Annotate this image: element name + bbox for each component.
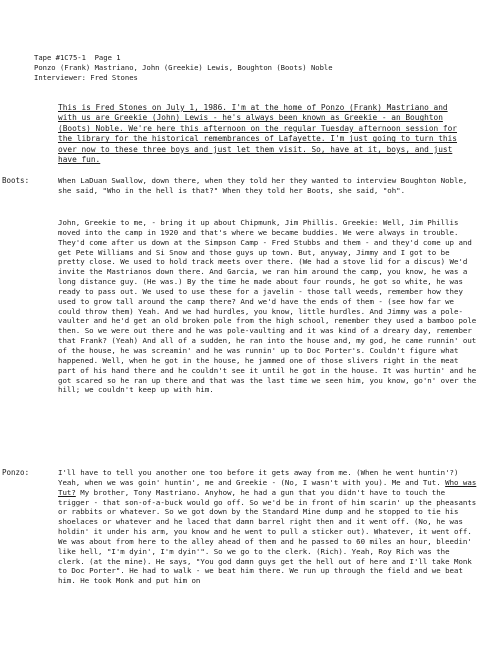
ponzo-text-rest: My brother, Tony Mastriano. Anyhow, he had a gun that you didn't have to touch the trigger - that son-of-a-buck would go off. So we'd be in front of him scarin' up the pheasants or rabbits or whatever. So we got down by the Standard Mine dump and he stopped to tie his shoelaces or whatever and he laced that damn barrel right then and it went off. (No, he was holdin' it under his arm, you know and he went to pull a sticker out). Whatever, it went off. We was about from here to the alley ahead of them and he passed to 60 miles an hour, bleedin' like hell, "I'm dyin', I'm dyin'". So we go to the clerk. (Rich). Yeah, Roy Rich was the clerk. (at the mine). He says, "You god damn guys get the hell out of here and I'll take Monk to Doc Porter". He had to walk - we beat him there. We run up through the field and we beat him. He took Monk and put him on <box>58 487 477 586</box>
boots-paragraph: When LaDuan Swallow, down there, when they told her they wanted to interview Boughton Noble, she said, "Who in the hell is that?" When they told her Boots, she said, "oh". <box>58 176 468 195</box>
participants-line: Ponzo (Frank) Mastriano, John (Greekie) Lewis, Boughton (Boots) Noble <box>34 63 333 72</box>
ponzo-paragraph <box>58 468 478 586</box>
underlined-question: Who was Tut? <box>58 477 477 497</box>
ponzo-text-start: I'll have to tell you another one too before it gets away from me. (When he went huntin'?) Yeah, when we was goin' huntin', me and Greekie - (No, I wasn't with you). Me and Tut. <box>58 468 459 487</box>
interviewer-line: Interviewer: Fred Stones <box>34 73 138 82</box>
speaker-label-boots: Boots: <box>2 176 30 185</box>
speaker-label-ponzo: Ponzo: <box>2 468 30 477</box>
greekie-story-paragraph: John, Greekie to me, - bring it up about Chipmunk, Jim Phillis. Greekie: Well, Jim Phillis moved into the camp in 1920 and that's where we became buddies. We were always in trouble. They'd come after us down at the Simpson Camp - Fred Stubbs and them - and they'd come up and get Pete Williams and Si Snow and those guys up town. But, anyway, Jimmy and I got to be pretty close. We used to hold track meets over there. (We had a stove lid for a discus) We'd invite the Mastrianos down there. And Garcia, we ran him around the camp, you know, he was a long distance guy. (He was.) By the time he made about four rounds, he got so white, he was ready to pass out. We used to use these for a javelin - those tall weeds, remember how they used to grow tall around the camp there? And we'd have the ends of them - (see how far we could throw them) Yeah. And we had hurdles, you know, little hurdles. And Jimmy was a pole-vaulter and he'd get an old broken pole from the high school, remember they used a bamboo pole then. So we were out there and he was pole-vaulting and it was kind of a dreary day, remember that Frank? (Yeah) And all of a sudden, he ran into the house and, my god, he came runnin' out of the house, he was screamin' and he was runnin' up to Doc Porter's. Couldn't figure what happened. Well, when he got in the house, he jammed one of those slivers right in the meat part of his hand there and he couldn't see it until he got in the house. It was hurtin' and he got scared so he ran up there and that was the last time we seen him, you know, go'n' over the hill; we couldn't keep up with him. <box>58 218 477 395</box>
intro-paragraph: This is Fred Stones on July 1, 1986. I'm at the home of Ponzo (Frank) Mastriano and with us are Greekie (John) Lewis - he's always been known as Greekie - an Boughton (Boots) Noble. We're here this afternoon on the regular Tuesday afternoon session for the library for the historical remembrances of Lafayette. I'm just going to turn this over now to these three boys and just let them visit. So, have at it, boys, and just have fun. <box>58 103 458 165</box>
tape-header-line: Tape #1C75-1 Page 1 <box>34 53 121 62</box>
